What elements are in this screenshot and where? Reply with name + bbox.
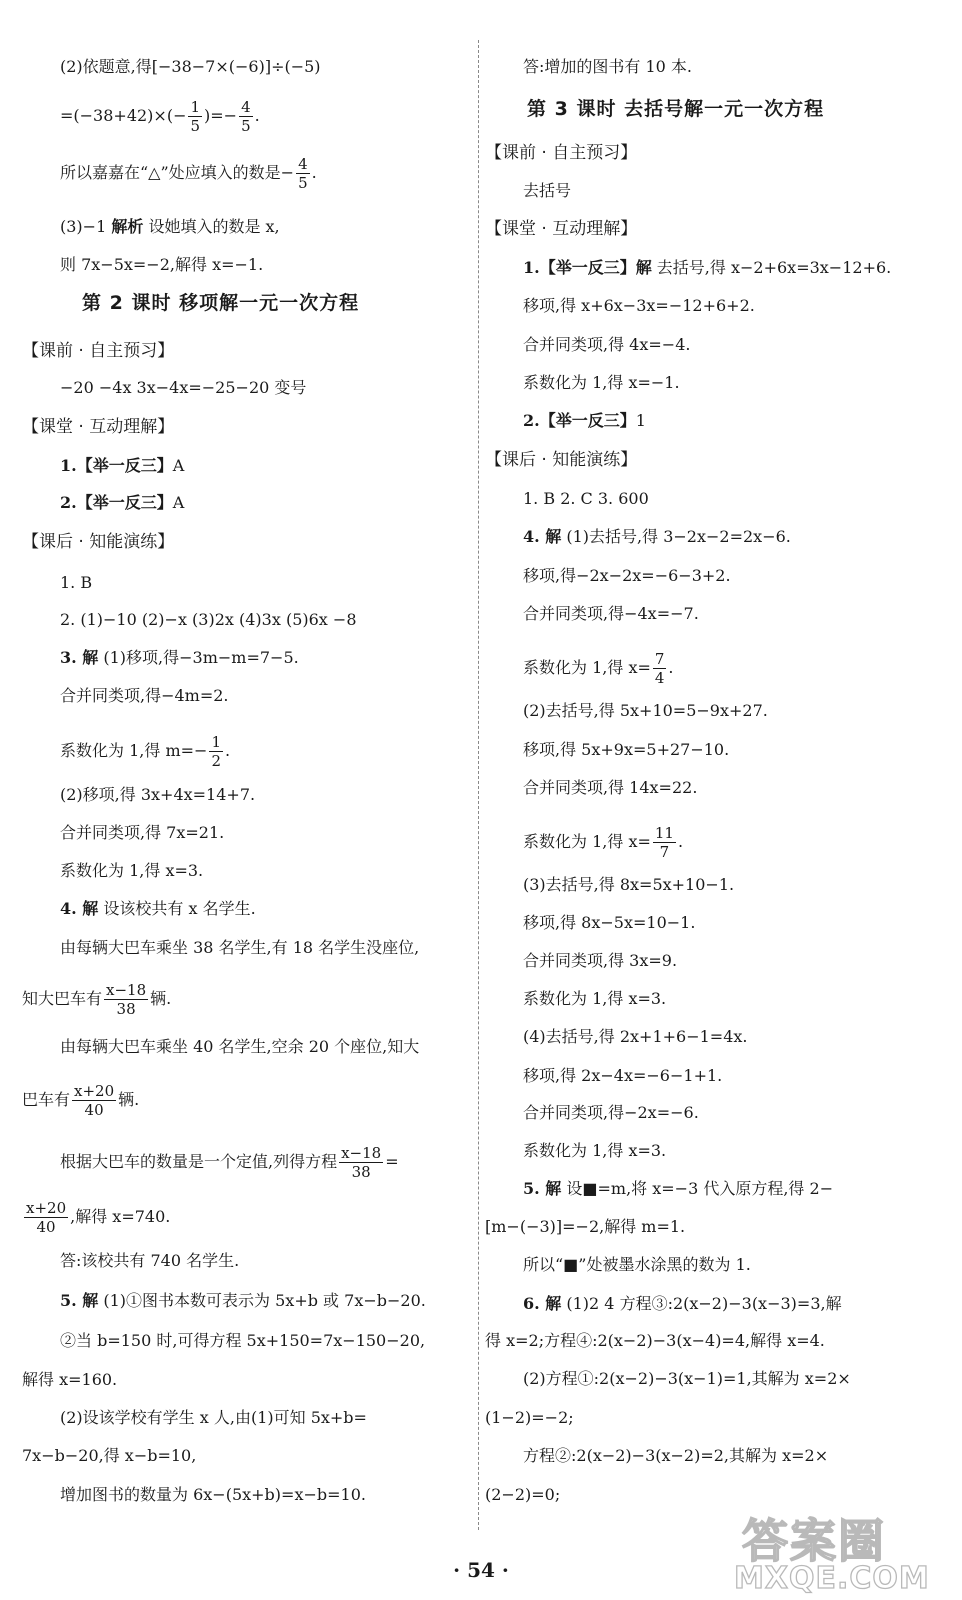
text-line bbox=[22, 98, 260, 135]
text-line bbox=[22, 981, 171, 1018]
expr: 设该校共有 x 名学生. bbox=[98, 899, 256, 918]
text-line: −20 −4x 3x−4x=−25−20 变号 bbox=[60, 378, 307, 397]
expr: A bbox=[172, 456, 185, 475]
question-number: 1.【举一反三】解 bbox=[523, 258, 652, 277]
text-line bbox=[485, 824, 683, 861]
expr: 辆. bbox=[118, 1090, 140, 1109]
question-number: 1.【举一反三】 bbox=[60, 456, 173, 475]
question-number: 4. 解 bbox=[60, 899, 99, 918]
expr: 系数化为 1,得 x= bbox=[523, 832, 651, 851]
text-line bbox=[485, 526, 791, 548]
watermark-logo bbox=[694, 1505, 944, 1595]
text-line bbox=[22, 155, 317, 192]
denominator: 5 bbox=[190, 117, 201, 135]
text-line: (2)移项,得 3x+4x=14+7. bbox=[60, 785, 256, 804]
text-line bbox=[22, 733, 230, 770]
question-number: 4. 解 bbox=[523, 527, 562, 546]
text-line: (2)去括号,得 5x+10=5−9x+27. bbox=[523, 701, 768, 720]
denominator: 40 bbox=[36, 1218, 56, 1236]
expr: =(−38+42)×(− bbox=[60, 106, 187, 125]
expr: 系数化为 1,得 x= bbox=[523, 658, 651, 677]
text-line: 方程②:2(x−2)−3(x−2)=2,其解为 x=2× bbox=[523, 1446, 829, 1465]
expr: (1)移项,得−3m−m=7−5. bbox=[98, 648, 299, 667]
text-line bbox=[22, 1144, 399, 1181]
section-tag: 【课后 · 知能演练】 bbox=[485, 450, 638, 470]
fraction bbox=[653, 650, 667, 687]
expr: ,解得 x=740. bbox=[70, 1207, 171, 1226]
fraction bbox=[24, 1199, 68, 1236]
fraction bbox=[653, 824, 676, 861]
fraction bbox=[296, 155, 310, 192]
expr: 辆. bbox=[150, 989, 172, 1008]
denominator: 38 bbox=[351, 1163, 371, 1181]
text-line: (2)设该学校有学生 x 人,由(1)可知 5x+b= bbox=[60, 1408, 367, 1427]
text-line: 合并同类项,得 7x=21. bbox=[60, 823, 225, 842]
question-number: 3. 解 bbox=[60, 648, 99, 667]
expr: 巴车有 bbox=[22, 1090, 71, 1109]
text-line bbox=[22, 1082, 139, 1119]
text-line: 则 7x−5x=−2,解得 x=−1. bbox=[60, 255, 264, 274]
text-line: 合并同类项,得−4x=−7. bbox=[523, 604, 699, 623]
fraction bbox=[72, 1082, 116, 1119]
denominator: 4 bbox=[654, 669, 665, 687]
fraction bbox=[239, 98, 253, 135]
expr: 去括号,得 x−2+6x=3x−12+6. bbox=[651, 258, 892, 277]
expr: 设她填入的数是 x, bbox=[143, 217, 280, 236]
numerator: 1 bbox=[190, 98, 201, 116]
text-line bbox=[485, 1293, 842, 1315]
text-line: 合并同类项,得 14x=22. bbox=[523, 778, 698, 797]
text-line: 答:增加的图书有 10 本. bbox=[523, 57, 693, 76]
text-line: 合并同类项,得 4x=−4. bbox=[523, 335, 691, 354]
text-line bbox=[22, 647, 299, 669]
text-line: 所以“■”处被墨水涂黑的数为 1. bbox=[523, 1255, 751, 1274]
denominator: 5 bbox=[298, 174, 308, 192]
text-line: 由每辆大巴车乘坐 40 名学生,空余 20 个座位,知大 bbox=[60, 1037, 420, 1056]
expr: 根据大巴车的数量是一个定值,列得方程 bbox=[60, 1152, 338, 1171]
text-line: [m−(−3)]=−2,解得 m=1. bbox=[485, 1217, 686, 1236]
expr: )=− bbox=[204, 106, 238, 125]
text-line: (2)方程①:2(x−2)−3(x−1)=1,其解为 x=2× bbox=[523, 1369, 851, 1388]
page-number: · 54 · bbox=[453, 1558, 509, 1582]
text-line: ②当 b=150 时,可得方程 5x+150=7x−150−20, bbox=[60, 1331, 426, 1350]
text-line bbox=[22, 1290, 426, 1312]
text-line: 得 x=2;方程④:2(x−2)−3(x−4)=4,解得 x=4. bbox=[485, 1331, 825, 1350]
section-title: 第 3 课时 去括号解一元一次方程 bbox=[527, 98, 825, 120]
expr: 1 bbox=[635, 411, 646, 430]
text-line: 去括号 bbox=[523, 181, 572, 200]
expr: . bbox=[254, 106, 260, 125]
numerator: x−18 bbox=[341, 1144, 382, 1162]
section-title: 第 2 课时 移项解一元一次方程 bbox=[82, 292, 360, 314]
numerator: x+20 bbox=[74, 1082, 115, 1100]
denominator: 40 bbox=[84, 1101, 104, 1119]
text-line: (2)依题意,得[−38−7×(−6)]÷(−5) bbox=[60, 57, 321, 76]
numerator: 4 bbox=[241, 98, 251, 116]
text-line: 系数化为 1,得 x=−1. bbox=[523, 373, 680, 392]
text-line: 合并同类项,得−2x=−6. bbox=[523, 1103, 699, 1122]
expr: = bbox=[385, 1152, 399, 1171]
numerator: x+20 bbox=[26, 1199, 67, 1217]
section-tag: 【课堂 · 互动理解】 bbox=[485, 219, 638, 239]
expr: 系数化为 1,得 m=− bbox=[60, 741, 208, 760]
text-line: 移项,得 x+6x−3x=−12+6+2. bbox=[523, 296, 755, 315]
expr: . bbox=[677, 832, 684, 851]
denominator: 38 bbox=[116, 1000, 136, 1018]
question-number: 2.【举一反三】 bbox=[60, 493, 173, 512]
text-line: 答:该校共有 740 名学生. bbox=[60, 1251, 240, 1270]
text-line: 系数化为 1,得 x=3. bbox=[523, 989, 667, 1008]
text-line: 7x−b−20,得 x−b=10, bbox=[22, 1446, 197, 1465]
analysis-label: 解析 bbox=[111, 217, 144, 236]
section-tag: 【课前 · 自主预习】 bbox=[22, 341, 175, 361]
text-line bbox=[22, 492, 184, 514]
fraction bbox=[188, 98, 202, 135]
text-line: (4)去括号,得 2x+1+6−1=4x. bbox=[523, 1027, 748, 1046]
expr: (1)去括号,得 3−2x−2=2x−6. bbox=[561, 527, 791, 546]
fraction bbox=[104, 981, 148, 1018]
denominator: 5 bbox=[241, 117, 251, 135]
numerator: 11 bbox=[654, 824, 674, 842]
expr: (1)①图书本数可表示为 5x+b 或 7x−b−20. bbox=[98, 1291, 426, 1310]
text-line: 2. (1)−10 (2)−x (3)2x (4)3x (5)6x −8 bbox=[60, 610, 357, 629]
expr: 知大巴车有 bbox=[22, 989, 103, 1008]
column-divider bbox=[478, 40, 479, 1530]
question-number: 5. 解 bbox=[523, 1179, 562, 1198]
expr: (3)−1 bbox=[60, 217, 112, 236]
text-line bbox=[485, 410, 646, 432]
text-line bbox=[22, 898, 256, 920]
expr: . bbox=[311, 163, 317, 182]
text-line: 合并同类项,得−4m=2. bbox=[60, 686, 229, 705]
question-number: 5. 解 bbox=[60, 1291, 99, 1310]
section-tag: 【课后 · 知能演练】 bbox=[22, 532, 175, 552]
text-line: 系数化为 1,得 x=3. bbox=[523, 1141, 667, 1160]
numerator: 7 bbox=[654, 650, 665, 668]
numerator: x−18 bbox=[106, 981, 147, 999]
text-line: 合并同类项,得 3x=9. bbox=[523, 951, 678, 970]
text-line bbox=[485, 650, 674, 687]
text-line: 解得 x=160. bbox=[22, 1370, 118, 1389]
text-line: (3)去括号,得 8x=5x+10−1. bbox=[523, 875, 735, 894]
expr: . bbox=[668, 658, 674, 677]
text-line: 1. B bbox=[60, 573, 93, 592]
text-line bbox=[485, 1178, 833, 1200]
text-line: 增加图书的数量为 6x−(5x+b)=x−b=10. bbox=[60, 1485, 366, 1504]
expr: . bbox=[224, 741, 231, 760]
denominator: 2 bbox=[211, 752, 221, 770]
question-number: 2.【举一反三】 bbox=[523, 411, 636, 430]
section-tag: 【课前 · 自主预习】 bbox=[485, 143, 638, 163]
fraction bbox=[209, 733, 223, 770]
expr: 设■=m,将 x=−3 代入原方程,得 2− bbox=[561, 1179, 834, 1198]
expr: 所以嘉嘉在“△”处应填入的数是− bbox=[60, 163, 295, 182]
text-line: 移项,得−2x−2x=−6−3+2. bbox=[523, 566, 731, 585]
text-line: 移项,得 2x−4x=−6−1+1. bbox=[523, 1066, 723, 1085]
numerator: 1 bbox=[211, 733, 221, 751]
expr: (1)2 4 方程③:2(x−2)−3(x−3)=3,解 bbox=[561, 1294, 842, 1313]
text-line bbox=[22, 1199, 170, 1236]
watermark-text: 答案圈 bbox=[742, 1514, 886, 1568]
text-line: 由每辆大巴车乘坐 38 名学生,有 18 名学生没座位, bbox=[60, 938, 420, 957]
numerator: 4 bbox=[298, 155, 308, 173]
text-line bbox=[485, 257, 891, 279]
section-tag: 【课堂 · 互动理解】 bbox=[22, 417, 175, 437]
text-line: (1−2)=−2; bbox=[485, 1408, 574, 1427]
question-number: 6. 解 bbox=[523, 1294, 562, 1313]
denominator: 7 bbox=[659, 843, 670, 861]
text-line: (2−2)=0; bbox=[485, 1485, 561, 1504]
text-line bbox=[22, 455, 184, 477]
text-line bbox=[22, 216, 280, 238]
expr: A bbox=[172, 493, 185, 512]
text-line: 1. B 2. C 3. 600 bbox=[523, 489, 649, 508]
fraction bbox=[339, 1144, 383, 1181]
text-line: 系数化为 1,得 x=3. bbox=[60, 861, 204, 880]
watermark-url: MXQE.COM bbox=[734, 1561, 930, 1596]
text-line: 移项,得 5x+9x=5+27−10. bbox=[523, 740, 730, 759]
text-line: 移项,得 8x−5x=10−1. bbox=[523, 913, 696, 932]
